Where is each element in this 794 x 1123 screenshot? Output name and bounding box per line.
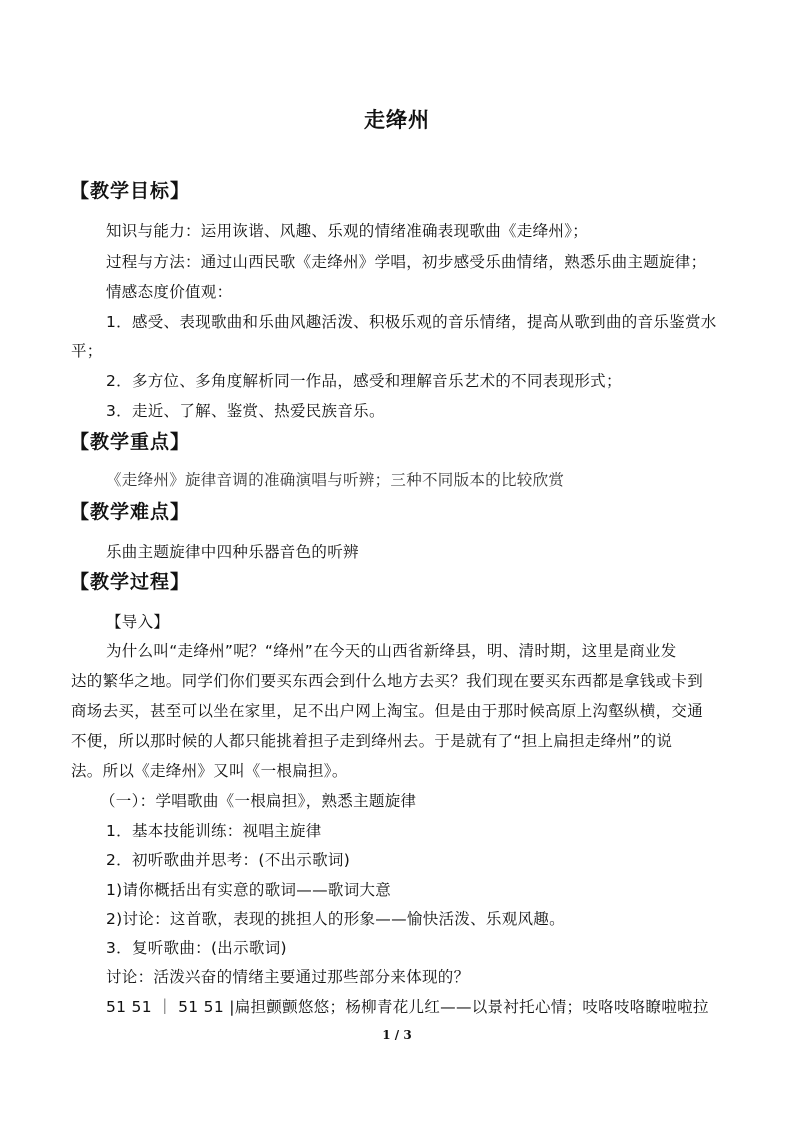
intro-label: 【导入】 [106, 613, 170, 631]
process-line: 为什么叫“走绛州”呢？“绛州”在今天的山西省新绛县，明、清时期，这里是商业发 [106, 642, 677, 660]
process-line: 3．复听歌曲：(出示歌词) [106, 939, 287, 957]
heading-teaching-goals: 【教学目标】 [70, 180, 191, 202]
document-title: 走绛州 [364, 108, 430, 132]
process-line: 2)讨论：这首歌，表现的挑担人的形象——愉快活泼、乐观风趣。 [106, 910, 565, 928]
difficulties-text: 乐曲主题旋律中四种乐器音色的听辨 [106, 543, 359, 561]
goal-line: 情感态度价值观： [106, 283, 233, 301]
heading-teaching-process: 【教学过程】 [70, 571, 191, 593]
goal-line: 平； [71, 342, 103, 360]
goal-line: 过程与方法：通过山西民歌《走绛州》学唱，初步感受乐曲情绪，熟悉乐曲主题旋律； [106, 253, 707, 271]
goal-line: 3．走近、了解、鉴赏、热爱民族音乐。 [106, 402, 385, 420]
process-line: 讨论：活泼兴奋的情绪主要通过那些部分来体现的？ [106, 968, 470, 986]
process-line: 1)请你概括出有实意的歌词——歌词大意 [106, 881, 392, 899]
process-line: 51 51 ｜ 51 51 |扁担颤颤悠悠；杨柳青花儿红——以景衬托心情；吱咯吱咯瞭啦啦拉 [106, 998, 709, 1016]
key-points-text: 《走绛州》旋律音调的准确演唱与听辨；三种不同版本的比较欣赏 [106, 471, 565, 489]
page-number: 1 / 3 [382, 1028, 412, 1042]
goal-line: 2．多方位、多角度解析同一作品，感受和理解音乐艺术的不同表现形式； [106, 372, 622, 390]
heading-key-points: 【教学重点】 [70, 431, 191, 453]
process-line: 2．初听歌曲并思考：(不出示歌词) [106, 851, 351, 869]
goal-line: 知识与能力：运用诙谐、风趣、乐观的情绪准确表现歌曲《走绛州》； [106, 222, 589, 240]
process-line: 商场去买，甚至可以坐在家里，足不出户网上淘宝。但是由于那时候高原上沟壑纵横，交通 [71, 702, 704, 720]
process-line: 不便，所以那时候的人都只能挑着担子走到绛州去。于是就有了“担上扁担走绛州”的说 [71, 732, 673, 750]
process-line: （一）：学唱歌曲《一根扁担》，熟悉主题旋律 [100, 792, 417, 810]
goal-line: 1．感受、表现歌曲和乐曲风趣活泼、积极乐观的音乐情绪，提高从歌到曲的音乐鉴赏水 [106, 313, 717, 331]
process-line: 达的繁华之地。同学们你们要买东西会到什么地方去买？我们现在要买东西都是拿钱或卡到 [71, 672, 704, 690]
process-line: 法。所以《走绛州》又叫《一根扁担》。 [71, 762, 348, 780]
process-line: 1．基本技能训练：视唱主旋律 [106, 822, 322, 840]
heading-difficulties: 【教学难点】 [70, 501, 191, 523]
